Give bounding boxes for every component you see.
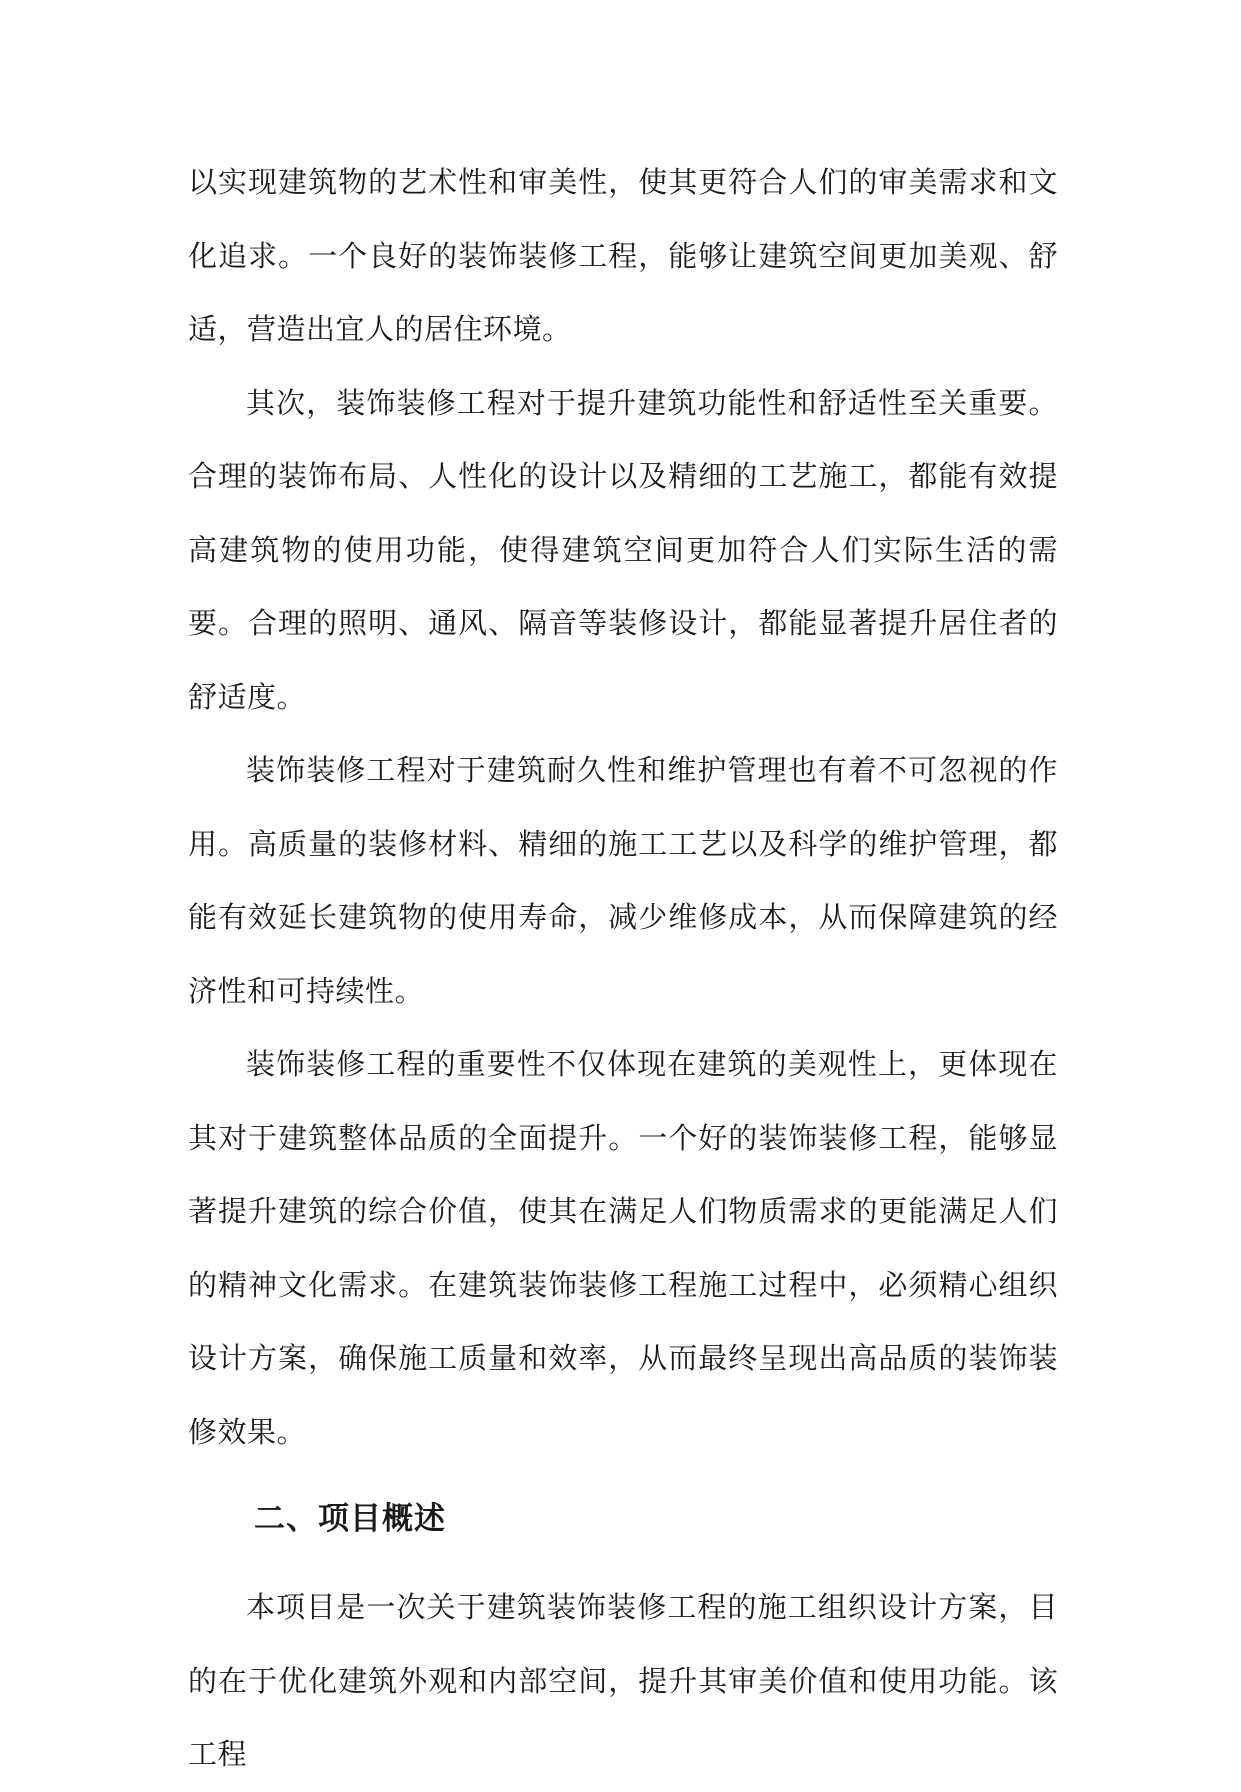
paragraph-project-overview: 本项目是一次关于建筑装饰装修工程的施工组织设计方案，目的在于优化建筑外观和内部空间，提升其审美价值和使用功能。该工程 xyxy=(188,1590,1058,1771)
paragraph-importance: 装饰装修工程的重要性不仅体现在建筑的美观性上，更体现在其对于建筑整体品质的全面提升。一个好的装饰装修工程，能够显著提升建筑的综合价值，使其在满足人们物质需求的更能满足人们的精神文化需求。在建筑装饰装修工程施工过程中，必须精心组织设计方案，确保施工质量和效率，从而最终呈现出高品质的装饰装修效果。 xyxy=(188,1047,1058,1449)
paragraph-functionality: 其次，装饰装修工程对于提升建筑功能性和舒适性至关重要。合理的装饰布局、人性化的设计以及精细的工艺施工，都能有效提高建筑物的使用功能，使得建筑空间更加符合人们实际生活的需要。合理的照明、通风、隔音等装修设计，都能显著提升居住者的舒适度。 xyxy=(188,385,1058,714)
paragraph-aesthetics-continued: 以实现建筑物的艺术性和审美性，使其更符合人们的审美需求和文化追求。一个良好的装饰装修工程，能够让建筑空间更加美观、舒适，营造出宜人的居住环境。 xyxy=(188,165,1058,346)
paragraph-durability: 装饰装修工程对于建筑耐久性和维护管理也有着不可忽视的作用。高质量的装修材料、精细的施工工艺以及科学的维护管理，都能有效延长建筑物的使用寿命，减少维修成本，从而保障建筑的经济性和可持续性。 xyxy=(188,753,1058,1008)
document-body xyxy=(188,146,1058,1792)
section-heading-project-overview: 二、项目概述 xyxy=(254,1501,446,1537)
